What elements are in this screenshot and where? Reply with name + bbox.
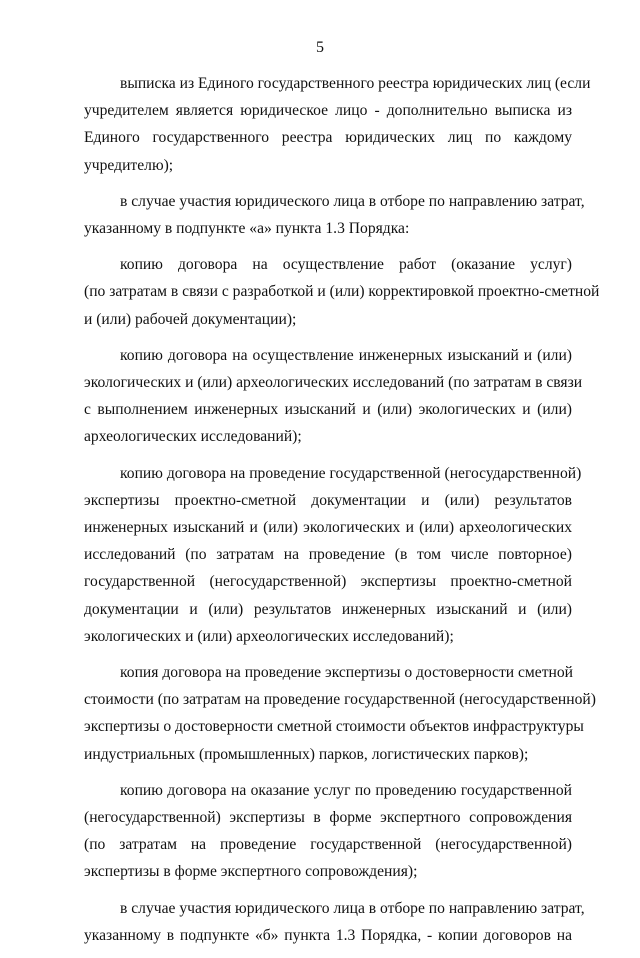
text-line: Единого государственного реестра юридических лиц по каждому bbox=[84, 129, 572, 147]
text-line: (по затратам на проведение государственной (негосударственной) bbox=[84, 836, 572, 854]
text-line: выписка из Единого государственного реестра юридических лиц (если bbox=[120, 75, 591, 92]
text-line: копию договора на осуществление инженерных изысканий и (или) bbox=[120, 346, 572, 364]
text-line: (негосударственной) экспертизы в форме экспертного сопровождения bbox=[84, 809, 572, 827]
text-line: археологических исследований); bbox=[84, 428, 302, 446]
text-line: экологических и (или) археологических исследований (по затратам в связи bbox=[84, 374, 583, 392]
text-line: (по затратам в связи с разработкой и (или) корректировкой проектно-сметной bbox=[84, 283, 600, 301]
text-line: копию договора на оказание услуг по проведению государственной bbox=[120, 781, 572, 799]
text-line: исследований (по затратам на проведение (в том числе повторное) bbox=[84, 546, 572, 564]
paragraph-cost-expertise-contract bbox=[84, 659, 596, 768]
text-line: указанному в подпункте «б» пункта 1.3 Порядка, - копии договоров на bbox=[84, 926, 572, 944]
text-line: копию договора на осуществление работ (оказание услуг) bbox=[120, 256, 572, 274]
text-line: копию договора на проведение государственной (негосударственной) bbox=[120, 464, 582, 482]
document-body bbox=[84, 70, 600, 958]
text-line: экспертизы в форме экспертного сопровождения); bbox=[84, 863, 418, 881]
text-line: учредителю); bbox=[84, 156, 174, 174]
paragraph-expert-support-contract bbox=[84, 777, 572, 886]
paragraph-subpoint-b-intro bbox=[84, 895, 585, 949]
text-line: экологических и (или) археологических исследований); bbox=[84, 627, 454, 645]
text-line: инженерных изысканий и (или) экологических и (или) археологических bbox=[84, 519, 572, 537]
text-line: в случае участия юридического лица в отборе по направлению затрат, bbox=[120, 192, 585, 210]
text-line: копия договора на проведение экспертизы о достоверности сметной bbox=[120, 664, 574, 682]
paragraph-works-contract bbox=[84, 251, 600, 333]
paragraph-egrul-extract bbox=[84, 70, 591, 179]
text-line: стоимости (по затратам на проведение государственной (негосударственной) bbox=[84, 691, 596, 709]
text-line: в случае участия юридического лица в отборе по направлению затрат, bbox=[120, 899, 585, 917]
text-line: индустриальных (промышленных) парков, логистических парков); bbox=[84, 745, 529, 763]
text-line: экспертизы проектно-сметной документации и (или) результатов bbox=[84, 491, 572, 509]
paragraph-surveys-contract bbox=[84, 342, 583, 451]
text-line: с выполнением инженерных изысканий и (или) экологических и (или) bbox=[84, 401, 572, 419]
page-number: 5 bbox=[316, 39, 324, 56]
text-line: документации и (или) результатов инженерных изысканий и (или) bbox=[84, 600, 572, 618]
text-line: экспертизы о достоверности сметной стоимости объектов инфраструктуры bbox=[84, 718, 584, 736]
text-line: государственной (негосударственной) экспертизы проектно-сметной bbox=[84, 573, 572, 591]
text-line: учредителем является юридическое лицо - дополнительно выписка из bbox=[84, 102, 572, 120]
text-line: и (или) рабочей документации); bbox=[84, 310, 297, 328]
paragraph-expertise-contract bbox=[84, 460, 582, 650]
text-line: указанному в подпункте «а» пункта 1.3 Порядка: bbox=[84, 220, 410, 238]
paragraph-subpoint-a-intro bbox=[84, 188, 585, 242]
